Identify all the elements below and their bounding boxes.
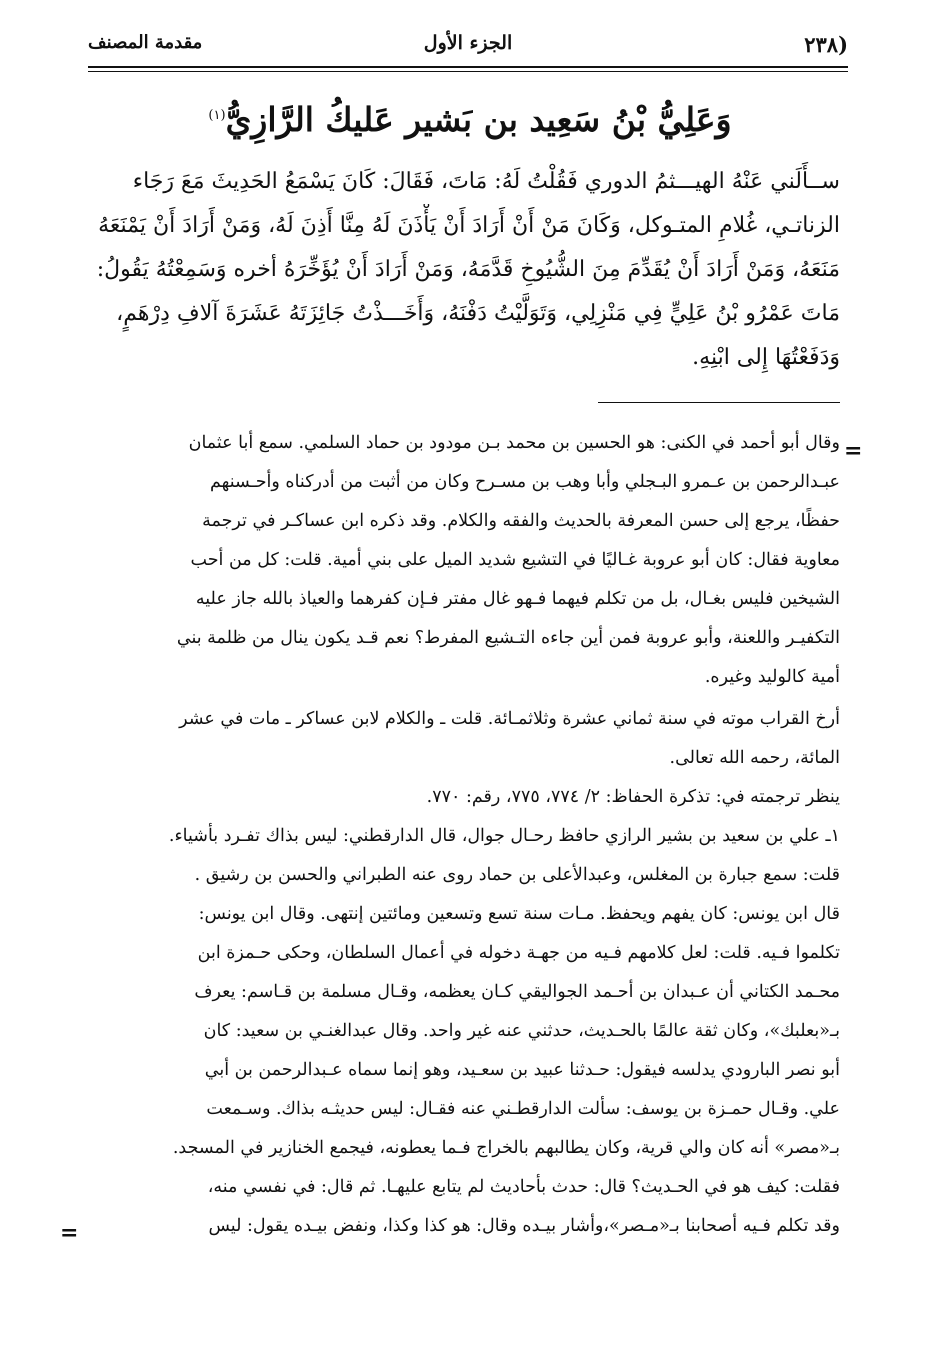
entry-heading-text: وَعَلِيُّ بْنُ سَعِيد بن بَشير عَليكُ الرَّازِيُّ: [225, 100, 732, 139]
footnote-line: وقد تكلم فـيه أصحابنا بـ«مـصر»،وأشار بيـده وقال: هو كذا وكذا، ونفض بيـده يقول: ليس: [208, 1216, 840, 1236]
volume-title: الجزء الأول: [423, 32, 513, 54]
running-header: [88, 30, 848, 66]
footnote-line: معاوية فقال: كان أبو عروبة غـاليًا في التشيع شديد الميل على بني أمية. قلت: كل من أحب: [190, 550, 840, 570]
footnote-line: محـمد الكتاني أن عـبدان بن أحـمد الجواليقي كـان يعظمه، وقـال مسلمة بن قـاسم: يعرف: [194, 982, 840, 1002]
footnote-line: تكلموا فـيه. قلت: لعل كلامهم فـيه من جهـة دخوله في أعمال السلطان، وحكى حـمزة ابن: [197, 943, 840, 963]
main-line: مَنَعَهُ، وَمَنْ أَرَادَ أَنْ يُقَدِّمَ مِنَ الشُّيُوخِ قَدَّمَهُ، وَمَنْ أَرَادَ أَنْ يُؤَخِّرَهُ أخره وَسَمِعْتُهُ يَقُولُ:: [96, 257, 840, 282]
header-rule-thin: [88, 71, 848, 72]
main-text: [95, 160, 840, 380]
footnote-line: حفظًا، يرجع إلى حسن المعرفة بالحديث والفقه والكلام. وقد ذكره ابن عساكـر في ترجمة: [202, 511, 840, 531]
footnote-line: ١ـ علي بن سعيد بن بشير الرازي حافظ رحـال جوال، قال الدارقطني: ليس بذاك تفـرد بأشياء.: [168, 826, 840, 846]
footnote-line: علي. وقـال حمـزة بن يوسف: سألت الدارقطـني عنه فقـال: ليس حديثـه بذاك. وسـمعت: [206, 1099, 840, 1119]
footnote-ref-1: (١): [208, 108, 226, 123]
continuation-mark-top: =: [844, 438, 863, 464]
main-line: مَاتَ عَمْرُو بْنُ عَلِيٍّ فِي مَنْزِلِي، وَتَوَلَّيْتُ دَفْنَهُ، وَأَخَـــذْتُ جَائِزَتَهُ عَشَرَةَ آلافِ دِرْهَمٍ،: [116, 301, 840, 326]
main-line: الزناتـي، غُلامِ المتـوكل، وَكَانَ مَنْ أَنْ أَرَادَ أَنْ يَأْذَنَ لَهُ مِنَّا أَذِنَ لَهُ، وَمَنْ أَرَادَ أَنْ يَمْنَعَهُ: [98, 213, 840, 238]
footnote-1: [95, 817, 840, 1246]
footnote-line: قلت: سمع جبارة بن المغلس، وعبدالأعلى بن حماد روى عنه الطبراني والحسن بن رشيق .: [194, 865, 840, 885]
footnote-line: أبو نصر البارودي يدلسه فيقول: حـدثنا عبيد بن سعـيد، وهو إنما سماه عـبدالرحمن بن أبي: [204, 1060, 840, 1080]
footnote-line: بـ«بعلبك»، وكان ثقة عالمًا بالحـديث، حدثني عنه غير واحد. وقال عبدالغنـي بن سعيد: كان: [203, 1021, 840, 1041]
continuation-mark-bottom: =: [60, 1220, 79, 1246]
main-line: ســأَلَني عَنْهُ الهيـــثمُ الدوري فَقُلْتُ لَهُ: مَاتَ، فَقَالَ: كَانَ يَسْمَعُ الحَدِيثَ مَعَ رَجَاء: [132, 169, 840, 194]
footnotes: [95, 424, 840, 1246]
footnote-line: أمية كالوليد وغيره.: [704, 667, 840, 687]
footnote-continued: [95, 424, 840, 817]
footnote-line: بـ«مصر» أنه كان والي قرية، وكان يطالبهم بالخراج فـما يعطونه، فيجمع الخنازير في المسجد.: [172, 1138, 840, 1158]
footnote-line: عبـدالرحمن بن عـمرو البـجلي وأبا وهب بن مسـرح وكان من أثبت من أدركناه وأحـسنهم: [210, 472, 840, 492]
footnote-line: قال ابن يونس: كان يفهم ويحفظ. مـات سنة تسع وتسعين ومائتين إنتهى. وقال ابن يونس:: [198, 904, 840, 924]
page-number: (٢٣٨: [804, 32, 848, 57]
footnote-line: أرخ القراب موته في سنة ثماني عشرة وثلاثمـائة. قلت ـ والكلام لابن عساكر ـ مات في عشر: [179, 709, 840, 729]
footnote-line: الشيخين فليس بغـال، بل من تكلم فيهما فـهو غال مفتر فـإن كفرهما والعياذ بالله جاز عليه: [195, 589, 840, 609]
main-line: وَدَفَعْتُهَا إِلى ابْنِهِ.: [692, 345, 840, 370]
footnote-line: التكفيـر واللعنة، وأبو عروبة فمن أين جاءه التـشيع المفرط؟ نعم قـد يكون ينال من ظلمة بني: [176, 628, 840, 648]
main-paragraph: [95, 160, 840, 380]
section-title: مقدمة المصنف: [88, 32, 203, 53]
footnote-separator: [598, 402, 840, 403]
header-rule: [88, 66, 848, 68]
footnote-line: فقلت: كيف هو في الحـديث؟ قال: حدث بأحاديث لم يتابع عليهـا. ثم قال: في نفسي منه،: [207, 1177, 840, 1197]
entry-heading: [100, 100, 840, 139]
footnote-line: المائة، رحمه الله تعالى.: [669, 748, 840, 768]
footnote-line: وقال أبو أحمد في الكنى: هو الحسين بن محمد بـن مودود بن حماد السلمي. سمع أبا عثمان: [188, 433, 840, 453]
footnote-line: ينظر ترجمته في: تذكرة الحفاظ: ٢/ ٧٧٤، ٧٧٥، رقم: ٧٧٠.: [426, 787, 840, 807]
